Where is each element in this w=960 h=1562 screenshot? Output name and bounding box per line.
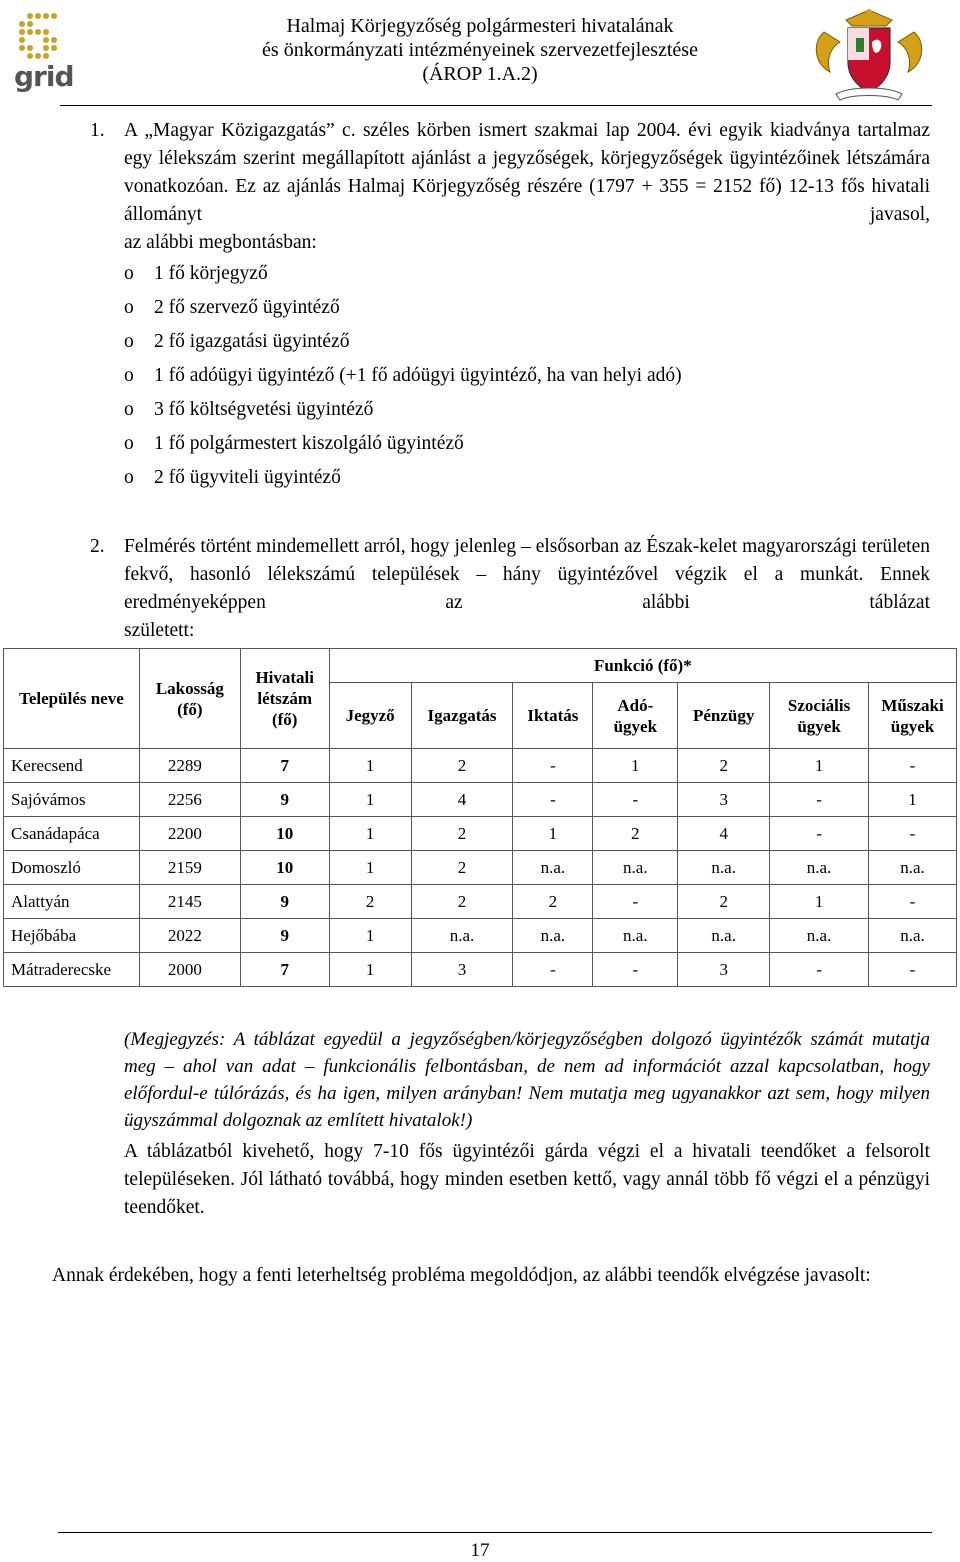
population-cell: 2200 (139, 817, 240, 851)
function-cell: n.a. (593, 851, 678, 885)
town-cell: Kerecsend (4, 749, 140, 783)
function-cell: 2 (329, 885, 411, 919)
function-cell: - (869, 749, 957, 783)
population-cell: 2256 (139, 783, 240, 817)
list-item: o 1 fő körjegyző (124, 263, 268, 284)
function-cell: 1 (329, 783, 411, 817)
function-cell: 1 (329, 953, 411, 987)
section-1-text: A „Magyar Közigazgatás” c. széles körben ismert szakmai lap 2004. évi egyik kiadványa tartalmaz egy lélekszám szerint megállapított ajánlást a jegyzőségek, körjegyzőségek ügyintézőinek létszámára vonatkozóan. Ez az ajánlás Halmaj Körjegyzőség részére (1797 + 355 = 2152 fő) 12-13 fős hivatali állományt javasol, (124, 120, 930, 225)
table-body (4, 749, 957, 987)
function-cell: - (869, 885, 957, 919)
column-header-registry: Iktatás (513, 683, 593, 749)
function-cell: - (593, 953, 678, 987)
column-header-tax: Adó-ügyek (593, 683, 678, 749)
page-header (0, 0, 960, 104)
function-cell: 1 (329, 919, 411, 953)
function-cell: - (513, 953, 593, 987)
population-cell: 2289 (139, 749, 240, 783)
section-2-text-end: született: (124, 620, 195, 641)
function-cell: - (513, 749, 593, 783)
function-cell: 2 (411, 885, 513, 919)
function-cell: 2 (678, 749, 770, 783)
staff-cell: 9 (240, 783, 329, 817)
town-cell: Csanádapáca (4, 817, 140, 851)
list-item: o 1 fő polgármestert kiszolgáló ügyintéző (124, 433, 464, 454)
header-title-line3: (ÁROP 1.A.2) (422, 63, 538, 85)
conclusion-paragraph: A táblázatból kivehető, hogy 7-10 fős ügyintézői gárda végzi el a hivatali teendőket a felsorolt településeken. Jól látható továbbá, hogy minden esetben kettő, vagy annál több fő végzi el a pénzügyi teendőket. (124, 1141, 930, 1218)
function-cell: n.a. (678, 851, 770, 885)
footer-divider (58, 1532, 932, 1533)
list-item: o 2 fő szervező ügyintéző (124, 297, 340, 318)
column-header-administration: Igazgatás (411, 683, 513, 749)
header-title (190, 14, 770, 86)
header-title-line1: Halmaj Körjegyzőség polgármesteri hivatalának (286, 15, 674, 37)
section-1-number: 1. (90, 120, 105, 141)
function-cell: - (869, 817, 957, 851)
function-cell: 2 (593, 817, 678, 851)
function-cell: - (593, 885, 678, 919)
town-cell: Alattyán (4, 885, 140, 919)
population-cell: 2145 (139, 885, 240, 919)
town-cell: Domoszló (4, 851, 140, 885)
function-cell: 1 (329, 749, 411, 783)
staff-cell: 10 (240, 851, 329, 885)
table-note: (Megjegyzés: A táblázat egyedül a jegyzőségben/körjegyzőségben dolgozó ügyintézők számát mutatja meg – ahol van adat – funkcionális felbontásban, de nem ad információt azzal kapcsolatban, hogy előfordul-e túlórázás, és ha igen, milyen arányban! Nem mutatja meg ugyanakkor azt sem, hogy milyen ügyszámmal dolgoznak az említett hivatalok!) (124, 1029, 930, 1131)
function-cell: n.a. (770, 919, 869, 953)
section-2 (90, 533, 930, 645)
section-1-paragraph (124, 117, 930, 257)
coat-of-arms-icon (806, 2, 932, 104)
column-header-staff: Hivatali létszám (fő) (240, 649, 329, 749)
staffing-survey-table (3, 648, 957, 987)
table-row (4, 885, 957, 919)
function-cell: n.a. (770, 851, 869, 885)
table-row (4, 783, 957, 817)
function-cell: 2 (411, 749, 513, 783)
function-cell: n.a. (411, 919, 513, 953)
function-cell: 4 (411, 783, 513, 817)
section-2-text: Felmérés történt mindemellett arról, hogy jelenleg – elsősorban az Észak-kelet magyarországi területen fekvő, hasonló lélekszámú települések – hány ügyintézővel végzik el a munkát. Ennek eredményeképpen az alábbi táblázat (124, 536, 930, 613)
town-cell: Hejőbába (4, 919, 140, 953)
function-cell: n.a. (678, 919, 770, 953)
function-cell: 3 (678, 783, 770, 817)
list-item: o 2 fő igazgatási ügyintéző (124, 331, 350, 352)
population-cell: 2159 (139, 851, 240, 885)
function-cell: 3 (411, 953, 513, 987)
column-header-population: Lakosság (fő) (139, 649, 240, 749)
function-cell: 1 (869, 783, 957, 817)
function-cell: 2 (678, 885, 770, 919)
staff-cell: 7 (240, 749, 329, 783)
function-cell: 1 (329, 851, 411, 885)
staff-cell: 9 (240, 919, 329, 953)
function-cell: - (770, 953, 869, 987)
town-cell: Sajóvámos (4, 783, 140, 817)
column-header-town: Település neve (4, 649, 140, 749)
staffing-recommendation-list (90, 257, 930, 495)
function-cell: n.a. (513, 851, 593, 885)
column-header-technical: Műszaki ügyek (869, 683, 957, 749)
section-2-number: 2. (90, 536, 105, 557)
function-cell: n.a. (869, 919, 957, 953)
function-cell: - (770, 817, 869, 851)
proposal-paragraph: Annak érdekében, hogy a fenti leterheltség probléma megoldódjon, az alábbi teendők elvégzése javasolt: (52, 1265, 871, 1286)
function-cell: 2 (411, 851, 513, 885)
table-row (4, 953, 957, 987)
table-row (4, 919, 957, 953)
list-item: o 3 fő költségvetési ügyintéző (124, 399, 374, 420)
function-cell: - (770, 783, 869, 817)
section-1-text-end: az alábbi megbontásban: (124, 232, 317, 253)
function-cell: 1 (593, 749, 678, 783)
list-item: o 2 fő ügyviteli ügyintéző (124, 467, 341, 488)
logo-wordmark: grid (14, 60, 74, 93)
function-cell: 2 (513, 885, 593, 919)
function-cell: n.a. (869, 851, 957, 885)
function-cell: 3 (678, 953, 770, 987)
population-cell: 2000 (139, 953, 240, 987)
list-item: o 1 fő adóügyi ügyintéző (+1 fő adóügyi ügyintéző, ha van helyi adó) (124, 365, 682, 386)
table-row (4, 817, 957, 851)
function-cell: 1 (329, 817, 411, 851)
function-cell: 4 (678, 817, 770, 851)
function-cell: - (513, 783, 593, 817)
function-cell: 1 (770, 885, 869, 919)
function-cell: n.a. (513, 919, 593, 953)
table-row (4, 749, 957, 783)
function-cell: n.a. (593, 919, 678, 953)
column-header-notary: Jegyző (329, 683, 411, 749)
staff-cell: 9 (240, 885, 329, 919)
column-header-finance: Pénzügy (678, 683, 770, 749)
column-header-social: Szociális ügyek (770, 683, 869, 749)
staff-cell: 10 (240, 817, 329, 851)
population-cell: 2022 (139, 919, 240, 953)
page-number: 17 (470, 1540, 490, 1561)
table-row (4, 851, 957, 885)
function-cell: - (593, 783, 678, 817)
section-1 (90, 117, 930, 495)
column-header-function: Funkció (fő)* (329, 649, 956, 683)
section-2-paragraph (124, 533, 930, 645)
town-cell: Mátraderecske (4, 953, 140, 987)
header-divider (60, 105, 932, 106)
function-cell: 1 (513, 817, 593, 851)
staff-cell: 7 (240, 953, 329, 987)
function-cell: 2 (411, 817, 513, 851)
function-cell: - (869, 953, 957, 987)
function-cell: 1 (770, 749, 869, 783)
header-title-line2: és önkormányzati intézményeinek szervezetfejlesztése (262, 39, 698, 61)
